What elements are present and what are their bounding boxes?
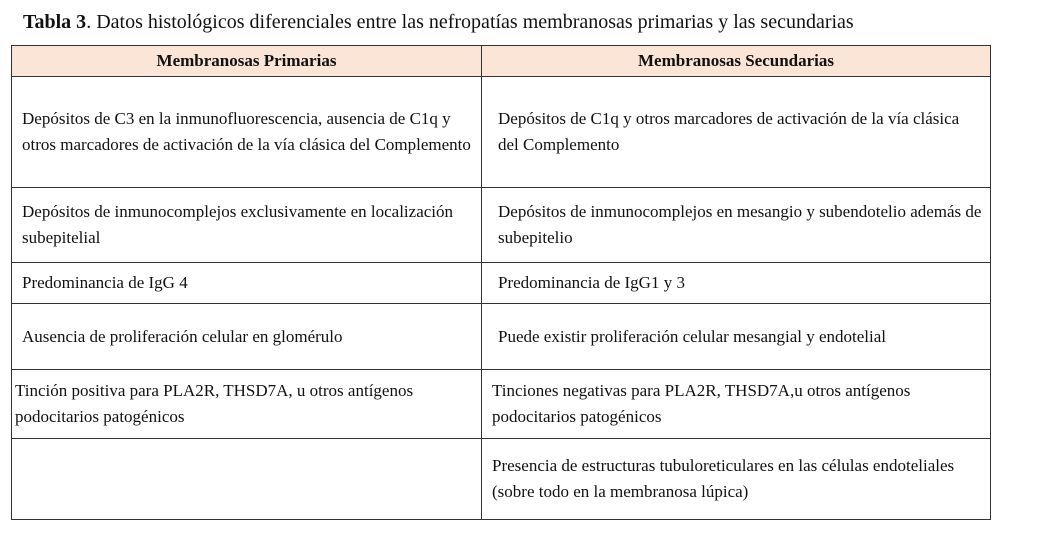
histology-comparison-table <box>11 45 991 520</box>
table-row <box>12 77 991 188</box>
cell-primary: Depósitos de C3 en la inmunofluorescencia, ausencia de C1q y otros marcadores de activación de la vía clásica del Complemento <box>12 77 482 188</box>
cell-secondary: Depósitos de inmunocomplejos en mesangio y subendotelio además de subepitelio <box>482 188 991 263</box>
table-row <box>12 263 991 304</box>
cell-secondary: Presencia de estructuras tubuloreticulares en las células endoteliales (sobre todo en la membranosa lúpica) <box>482 439 991 520</box>
table-row <box>12 304 991 370</box>
cell-secondary: Tinciones negativas para PLA2R, THSD7A,u otros antígenos podocitarios patogénicos <box>482 370 991 439</box>
table-row <box>12 439 991 520</box>
cell-secondary: Puede existir proliferación celular mesangial y endotelial <box>482 304 991 370</box>
table-number: Tabla 3 <box>23 11 87 33</box>
table-row <box>12 188 991 263</box>
table-row <box>12 370 991 439</box>
header-secondary: Membranosas Secundarias <box>482 46 991 77</box>
header-primary: Membranosas Primarias <box>12 46 482 77</box>
cell-primary: Tinción positiva para PLA2R, THSD7A, u otros antígenos podocitarios patogénicos <box>12 370 482 439</box>
cell-primary: Depósitos de inmunocomplejos exclusivamente en localización subepitelial <box>12 188 482 263</box>
cell-primary: Predominancia de IgG 4 <box>12 263 482 304</box>
cell-secondary: Predominancia de IgG1 y 3 <box>482 263 991 304</box>
table-caption-text: . Datos histológicos diferenciales entre las nefropatías membranosas primarias y las secundarias <box>86 11 854 33</box>
table-caption <box>23 9 854 35</box>
cell-primary-empty <box>12 439 482 520</box>
cell-secondary: Depósitos de C1q y otros marcadores de activación de la vía clásica del Complemento <box>482 77 991 188</box>
cell-primary: Ausencia de proliferación celular en glomérulo <box>12 304 482 370</box>
table-header-row <box>12 46 991 77</box>
